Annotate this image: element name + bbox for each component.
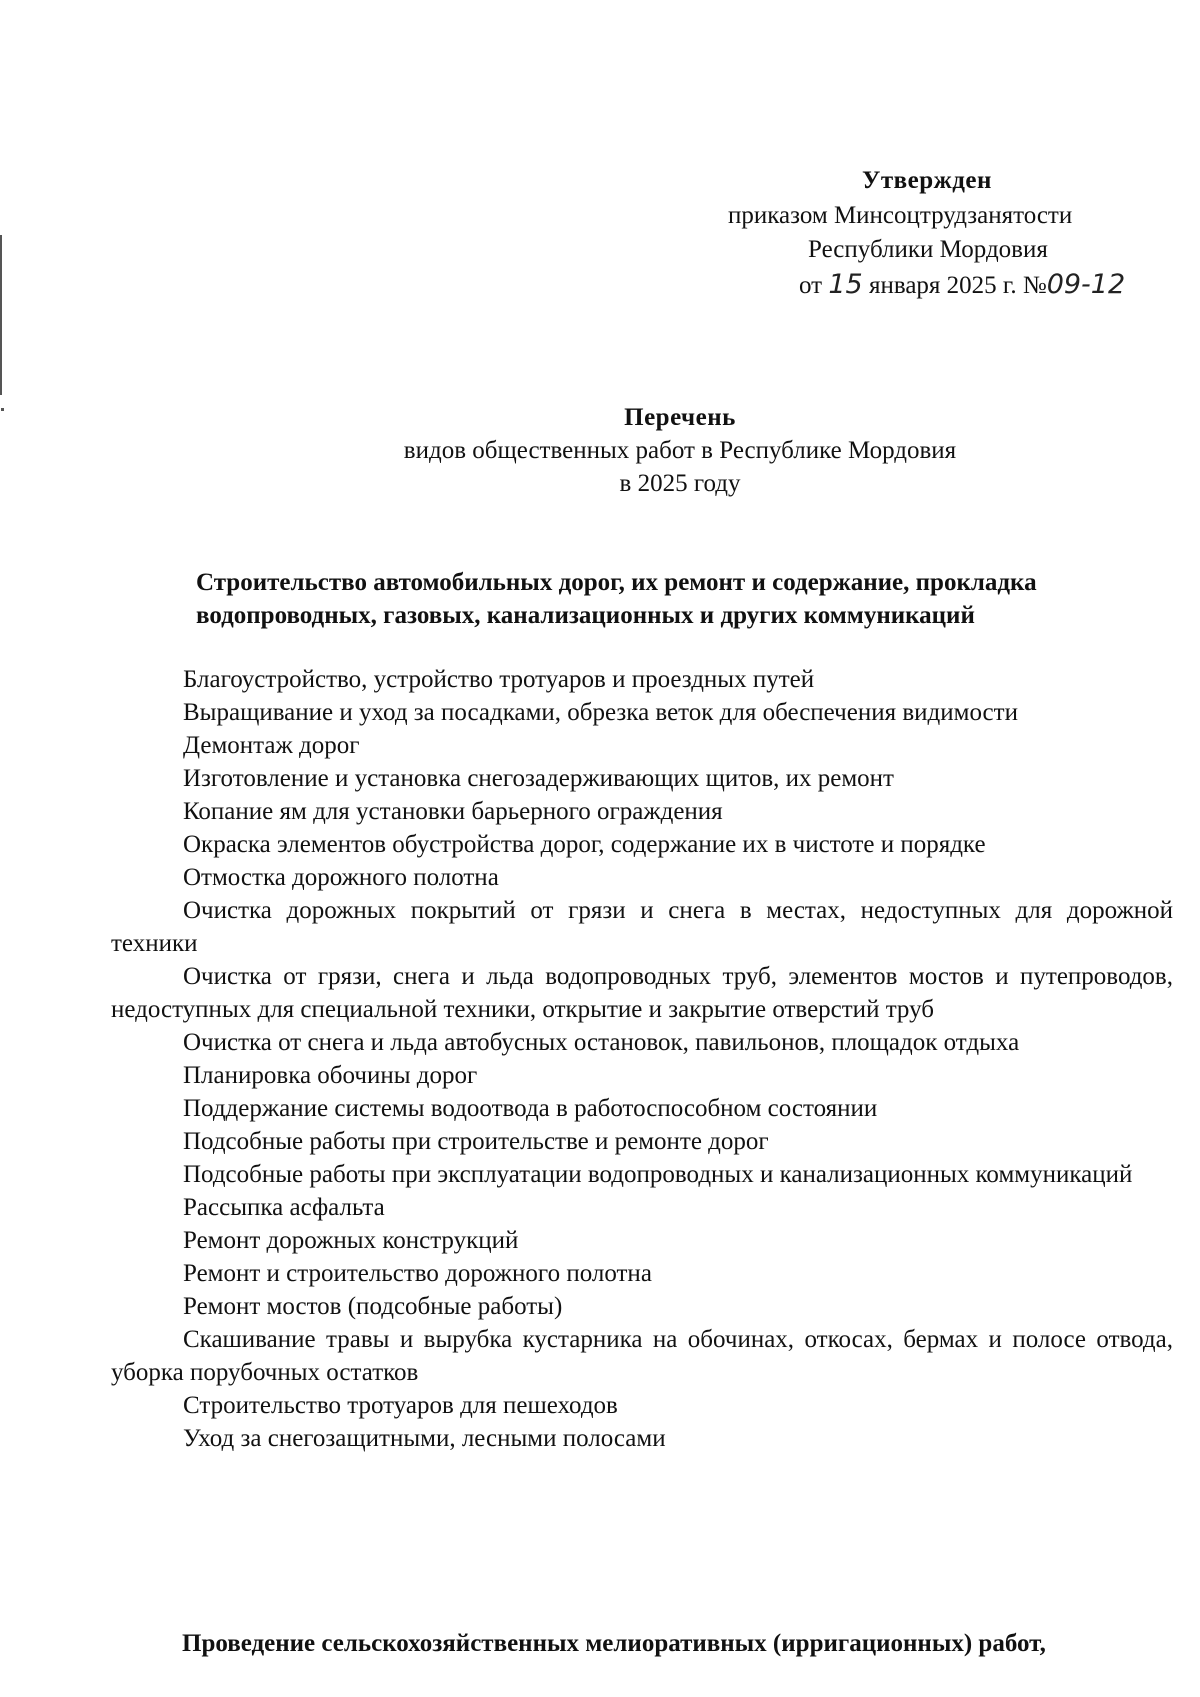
list-item: Подсобные работы при строительстве и ремонте дорог — [183, 1128, 769, 1155]
approval-date-rest: января 2025 г. № — [868, 272, 1047, 299]
section-1-heading-line-1: Строительство автомобильных дорог, их ремонт и содержание, прокладка — [196, 569, 1037, 596]
list-item: Ремонт мостов (подсобные работы) — [183, 1293, 563, 1320]
section-1-work-list — [111, 663, 1173, 1455]
approval-date-day-handwritten: 15 — [828, 269, 863, 300]
list-item: Уход за снегозащитными, лесными полосами — [183, 1425, 666, 1452]
list-item: Очистка от снега и льда автобусных остановок, павильонов, площадок отдыха — [183, 1029, 1020, 1056]
list-item: Отмостка дорожного полотна — [183, 864, 499, 891]
list-item: Очистка дорожных покрытий от грязи и снега в местах, недоступных для дорожной техники — [111, 897, 1173, 957]
approval-title: Утвержден — [862, 167, 992, 194]
list-item: Поддержание системы водоотвода в работоспособном состоянии — [183, 1095, 878, 1122]
approval-line-1: приказом Минсоцтрудзанятости — [728, 202, 1073, 229]
list-item: Копание ям для установки барьерного ограждения — [183, 798, 723, 825]
approval-date-prefix: от — [799, 272, 823, 299]
list-item: Ремонт и строительство дорожного полотна — [183, 1260, 652, 1287]
list-item: Изготовление и установка снегозадерживающих щитов, их ремонт — [183, 765, 894, 792]
list-item: Скашивание травы и вырубка кустарника на обочинах, откосах, бермах и полосе отвода, уборка порубочных остатков — [111, 1326, 1173, 1386]
list-item: Подсобные работы при эксплуатации водопроводных и канализационных коммуникаций — [183, 1161, 1133, 1188]
list-item: Строительство тротуаров для пешеходов — [183, 1392, 618, 1419]
section-2-heading-line-1: Проведение сельскохозяйственных мелиоративных (ирригационных) работ, — [182, 1630, 1046, 1657]
list-item: Демонтаж дорог — [183, 732, 360, 759]
list-item: Рассыпка асфальта — [183, 1194, 385, 1221]
document-subtitle-line-1: видов общественных работ в Республике Мордовия — [403, 437, 957, 464]
approval-order-number-handwritten: 09-12 — [1046, 269, 1126, 300]
list-item: Планировка обочины дорог — [183, 1062, 478, 1089]
scan-edge-mark — [0, 235, 2, 395]
section-1-heading-line-2: водопроводных, газовых, канализационных и других коммуникаций — [196, 602, 975, 629]
list-item: Очистка от грязи, снега и льда водопроводных труб, элементов мостов и путепроводов, недоступных для специальной техники, открытие и закрытие отверстий труб — [111, 963, 1173, 1023]
approval-date-line — [799, 268, 1125, 302]
list-item: Выращивание и уход за посадками, обрезка веток для обеспечения видимости — [183, 699, 1018, 726]
approval-line-2: Республики Мордовия — [808, 236, 1048, 263]
list-item: Благоустройство, устройство тротуаров и проездных путей — [183, 666, 815, 693]
list-item: Окраска элементов обустройства дорог, содержание их в чистоте и порядке — [183, 831, 986, 858]
list-item: Ремонт дорожных конструкций — [183, 1227, 519, 1254]
document-title: Перечень — [624, 404, 736, 431]
document-subtitle-line-2: в 2025 году — [619, 470, 741, 497]
